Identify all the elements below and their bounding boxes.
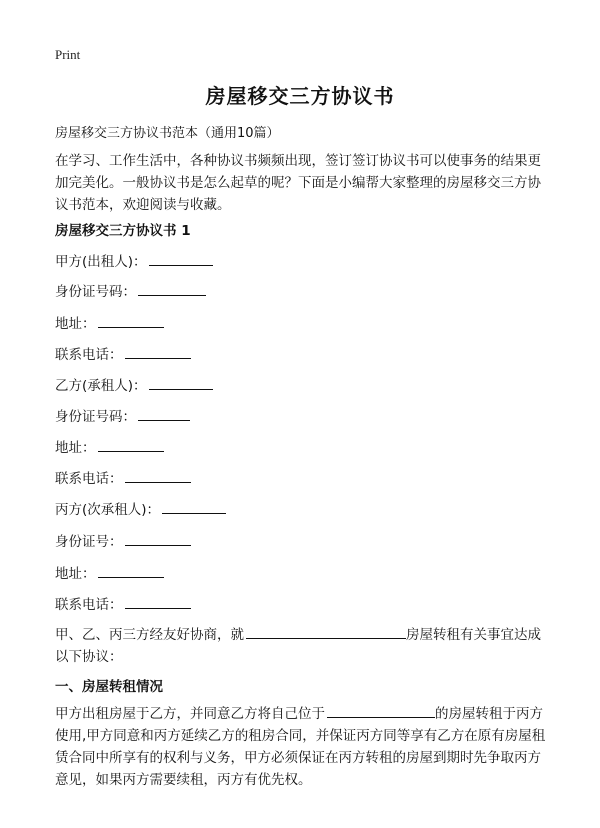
- sublessee-name-field: [55, 498, 226, 518]
- field-label: 丙方(次承租人)：: [55, 502, 161, 518]
- page-title: 房屋移交三方协议书: [205, 84, 395, 108]
- fill-blank[interactable]: [98, 313, 164, 328]
- fill-blank[interactable]: [162, 499, 226, 514]
- sublessee-address-field: [55, 562, 164, 582]
- field-label: 乙方(承租人)：: [55, 378, 147, 394]
- clause-heading: 一、房屋转租情况: [55, 679, 163, 695]
- print-link[interactable]: Print: [55, 47, 81, 62]
- lessor-id-field: [55, 280, 206, 300]
- sublessee-phone-field: [55, 593, 191, 613]
- field-label: 地址：: [55, 566, 96, 582]
- fill-blank[interactable]: [98, 563, 164, 578]
- clause-text-after: 的房屋转租于丙方使用,甲方同意和丙方延续乙方的租房合同，并保证丙方同等享有乙方在原有房屋租赁合同中所享有的权利与义务，甲方必须保证在丙方转租的房屋到期时先争取丙方意见，如果丙方需要续租，丙方有优先权。: [55, 706, 546, 788]
- section-heading: 房屋移交三方协议书 1: [55, 223, 191, 239]
- lessee-address-field: [55, 436, 164, 456]
- fill-blank[interactable]: [327, 703, 435, 718]
- fill-blank[interactable]: [138, 406, 190, 421]
- agreement-text-after: 房屋转租有关事宜达成以下协议：: [55, 627, 541, 665]
- clause-text-before: 甲方出租房屋于乙方，并同意乙方将自己位于: [55, 706, 325, 722]
- fill-blank[interactable]: [125, 468, 191, 483]
- clause-paragraph: [55, 703, 550, 791]
- intro-paragraph: 在学习、工作生活中，各种协议书频频出现，签订签订协议书可以使事务的结果更加完美化。一般协议书是怎么起草的呢？下面是小编帮大家整理的房屋移交三方协议书范本，欢迎阅读与收藏。: [55, 153, 541, 213]
- fill-blank[interactable]: [125, 344, 191, 359]
- field-label: 甲方(出租人)：: [55, 254, 147, 270]
- field-label: 联系电话：: [55, 347, 123, 363]
- lessee-id-field: [55, 405, 190, 425]
- field-label: 联系电话：: [55, 471, 123, 487]
- fill-blank[interactable]: [246, 624, 406, 639]
- lessee-name-field: [55, 374, 213, 394]
- lessor-address-field: [55, 312, 164, 332]
- field-label: 身份证号：: [55, 534, 123, 550]
- fill-blank[interactable]: [125, 594, 191, 609]
- fill-blank[interactable]: [138, 281, 206, 296]
- field-label: 身份证号码：: [55, 284, 136, 300]
- field-label: 地址：: [55, 440, 96, 456]
- sublessee-id-field: [55, 530, 191, 550]
- document-subtitle: 房屋移交三方协议书范本（通用10篇）: [55, 126, 280, 141]
- field-label: 身份证号码：: [55, 409, 136, 425]
- fill-blank[interactable]: [149, 375, 213, 390]
- fill-blank[interactable]: [125, 531, 191, 546]
- lessor-name-field: [55, 250, 213, 270]
- field-label: 联系电话：: [55, 597, 123, 613]
- agreement-text-before: 甲、乙、丙三方经友好协商，就: [55, 627, 244, 643]
- fill-blank[interactable]: [149, 251, 213, 266]
- fill-blank[interactable]: [98, 437, 164, 452]
- lessee-phone-field: [55, 467, 191, 487]
- lessor-phone-field: [55, 343, 191, 363]
- agreement-paragraph: [55, 624, 550, 668]
- field-label: 地址：: [55, 316, 96, 332]
